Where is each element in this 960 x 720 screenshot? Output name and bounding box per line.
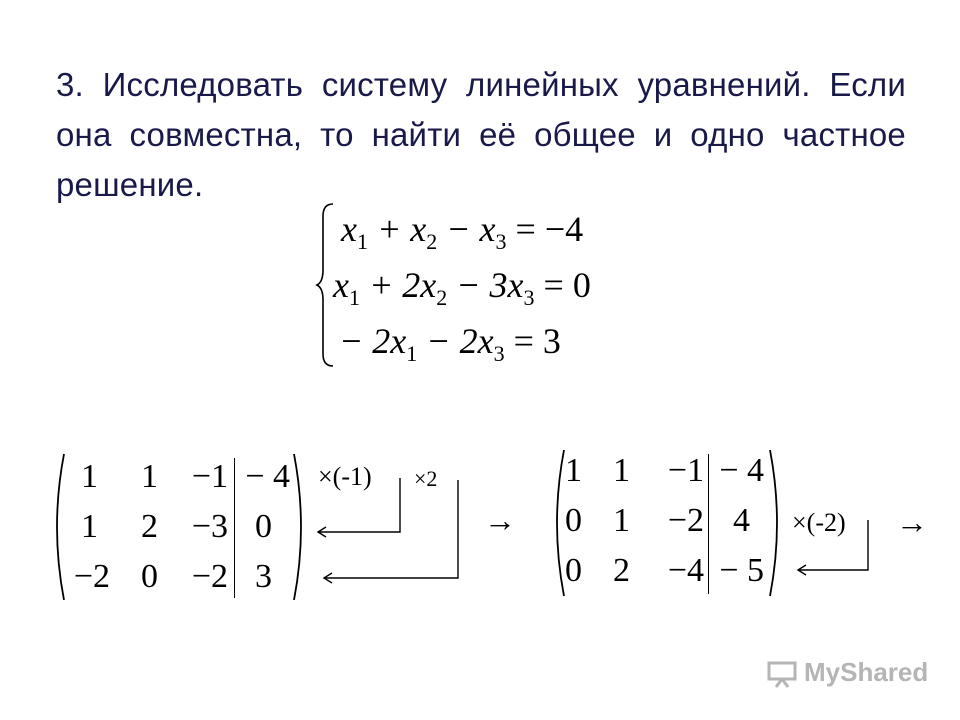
- m2-cell: − 5: [719, 552, 764, 589]
- watermark-logo: [766, 657, 928, 689]
- m1-cell: 3: [255, 558, 272, 595]
- multiplier-annotation: ×(-2): [792, 508, 846, 537]
- right-paren: [766, 448, 786, 598]
- m1-cell: 0: [255, 508, 272, 545]
- equation-system: [315, 200, 615, 370]
- transform-arrow: →: [484, 502, 516, 538]
- m2-cell: 2: [613, 552, 630, 589]
- m2-cell: 1: [613, 452, 630, 489]
- m1-cell: −2: [191, 558, 228, 595]
- presentation-icon: [766, 659, 800, 689]
- m1-cell: 1: [81, 508, 98, 545]
- problem-statement: 3. Исследовать систему линейных уравнений. Если она совместна, то найти её общее и одно частное решение.: [56, 66, 906, 203]
- m2-cell: −1: [667, 452, 704, 489]
- transform-arrow: →: [896, 504, 928, 540]
- m1-cell: 2: [141, 508, 158, 545]
- m2-cell: 1: [613, 502, 630, 539]
- m1-cell: −3: [191, 508, 228, 545]
- watermark-text: MyShared: [804, 657, 929, 687]
- m2-cell: 4: [733, 502, 750, 539]
- multiplier-annotation: ×2: [414, 466, 438, 491]
- right-paren: [290, 452, 310, 602]
- m1-cell: 1: [141, 458, 158, 495]
- equation-3: − $2x_1 - 2x_3 = 3$: [339, 321, 561, 367]
- m2-cell: − 4: [719, 452, 764, 489]
- m2-cell: −4: [667, 552, 704, 589]
- m1-cell: 1: [81, 458, 98, 495]
- m2-cell: −2: [667, 502, 704, 539]
- m2-cell: 0: [565, 552, 582, 589]
- augmented-matrix-1: [48, 452, 308, 602]
- m2-cell: 0: [565, 502, 582, 539]
- m1-cell: 0: [141, 558, 158, 595]
- equation-2: $x_1 + 2x_2 - 3x_3 = 0$: [333, 265, 591, 311]
- m1-cell: −2: [73, 558, 110, 595]
- equation-1: $x_1 + x_2 - x_3 = -4$: [341, 209, 584, 255]
- multiplier-annotation: ×(-1): [318, 462, 372, 491]
- m1-cell: −1: [191, 458, 228, 495]
- augmented-matrix-2: [548, 448, 788, 598]
- m2-cell: 1: [565, 452, 582, 489]
- m1-cell: − 4: [245, 458, 290, 495]
